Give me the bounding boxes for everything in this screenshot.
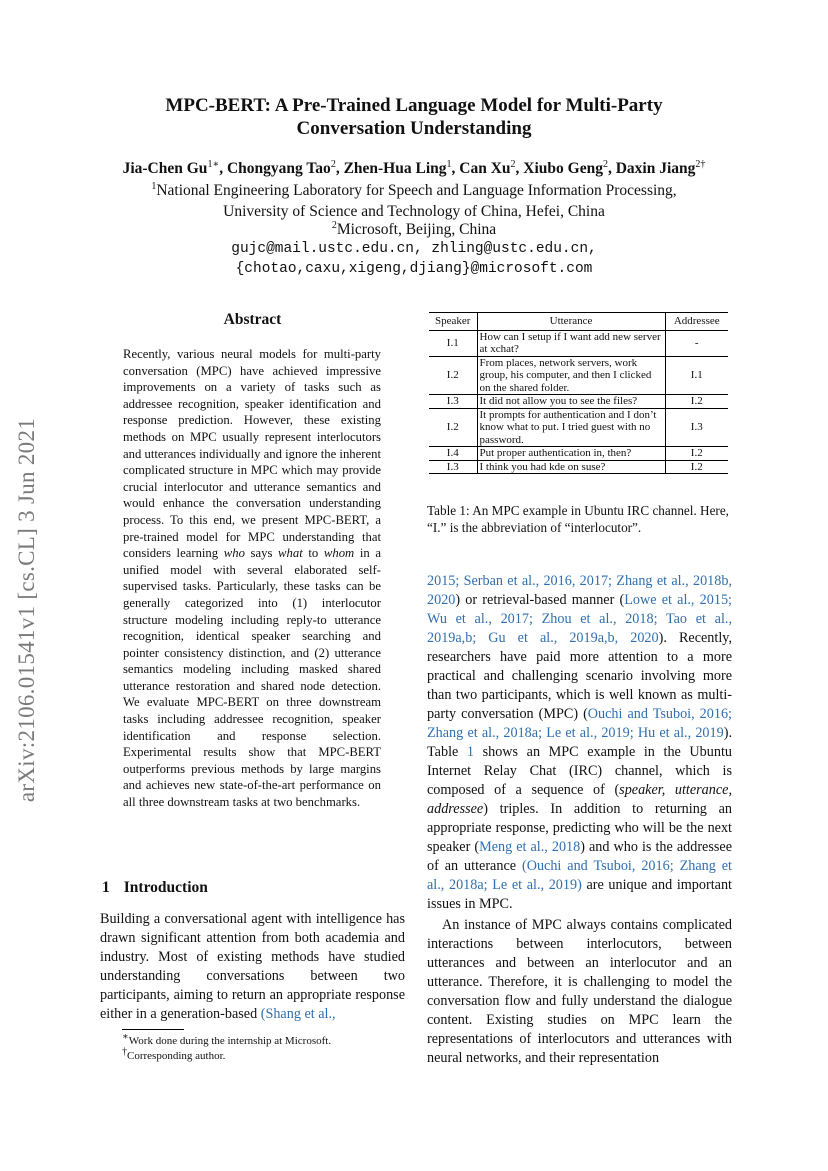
table-row bbox=[429, 356, 728, 395]
table-row bbox=[429, 408, 728, 447]
speaker-cell: I.3 bbox=[429, 395, 477, 409]
column-header: Utterance bbox=[477, 313, 665, 331]
speaker-cell: I.3 bbox=[429, 460, 477, 474]
affiliation-1-line-1: $^1$National Engineering Laboratory for Speech and Language Information Processing, bbox=[151, 180, 677, 199]
right-paragraph-1: 2015; Serban et al., 2016, 2017; Zhang et al., 2018b, 2020) or retrieval-based manner (Lowe et al., 2015; Wu et al., 2017; Zhou et al., 2018; Tao et al., 2019a,b; Gu et al., 2019a,b, 2020). Recently, researchers have paid more attention to a more practical and challenging scenario involving more than two participants, which is well known as multi-party conversation (MPC) (Ouchi and Tsuboi, 2016; Zhang et al., 2018a; Le et al., 2019; Hu et al., 2019). Table 1 shows an MPC example in the Ubuntu Internet Relay Chat (IRC) channel, which is composed of a sequence of (speaker, utterance, addressee) triples. In addition to returning an appropriate response, predicting who will be the next speaker (Meng et al., 2018) and who is the addressee of an utterance (Ouchi and Tsuboi, 2016; Zhang et al., 2018a; Le et al., 2019) are unique and important issues in MPC. bbox=[427, 573, 732, 912]
table-row bbox=[429, 460, 728, 474]
citation-link[interactable]: Lowe et al., 2015; Wu et al., 2017; Zhou et al., 2018; Tao et al., 2019a,b; Gu et al., 2019a,b, 2020 bbox=[427, 592, 732, 646]
author: Chongyang Tao$^2$, bbox=[226, 158, 344, 177]
author: Daxin Jiang$^{2\dagger}$ bbox=[615, 158, 706, 177]
table-caption: Table 1: An MPC example in Ubuntu IRC channel. Here, “I.” is the abbreviation of “interlocutor”. bbox=[427, 503, 729, 535]
column-header: Addressee bbox=[673, 315, 720, 327]
author: Zhen-Hua Ling$^1$, bbox=[343, 158, 460, 177]
footnote-rule bbox=[122, 1029, 184, 1030]
table-ref-link[interactable]: 1 bbox=[466, 744, 474, 760]
column-header: Speaker bbox=[429, 313, 477, 331]
speaker-cell: I.2 bbox=[429, 356, 477, 395]
addressee-cell: I.2 bbox=[690, 460, 703, 473]
abstract-body: Recently, various neural models for multi-party conversation (MPC) have achieved impressive improvements on a variety of tasks such as addressee recognition, speaker identification and response prediction. However, these existing methods on MPC usually represent interlocutors and utterances individually and ignore the inherent complicated structure in MPC which may provide crucial interlocutor and utterance semantics and would enhance the conversation understanding process. To this end, we present MPC-BERT, a pre-trained model for MPC understanding that considers learning who says what to whom in a unified model with several elaborated self-supervised tasks. Particularly, these tasks can be generally categorized into (1) interlocutor structure modeling including reply-to utterance recognition, identical speaker searching and pointer consistency distinction, and (2) utterance semantics modeling including masked shared utterance restoration and shared node detection. We evaluate MPC-BERT on three downstream tasks including addressee recognition, speaker identification and response selection. Experimental results show that MPC-BERT outperforms previous methods by large margins and achieves new state-of-the-art performance on all three downstream tasks at two benchmarks. bbox=[123, 347, 381, 810]
intro-paragraph: Building a conversational agent with intelligence has drawn significant attention from both academia and industry. Most of existing methods have studied understanding conversations between two participants, aiming to return an appropriate response either in a generation-based (Shang et al., bbox=[100, 911, 405, 1022]
abstract-heading: Abstract bbox=[223, 311, 282, 328]
right-paragraph-2: An instance of MPC always contains complicated interactions between interlocutors, between utterances and between an interlocutor and an utterance. Therefore, it is challenging to model the conversation flow and fully understand the dialogue content. Existing studies on MPC learn the representations of interlocutors and utterances with neural networks, and their representation bbox=[427, 917, 732, 1066]
affiliation-1-line-2: University of Science and Technology of China, Hefei, China bbox=[223, 203, 605, 220]
citation-link[interactable]: Ouchi and Tsuboi, 2016; Zhang et al., 2018a; Le et al., 2019; Hu et al., 2019 bbox=[427, 706, 732, 741]
footnote-1: ∗Work done during the internship at Microsoft. bbox=[122, 1031, 332, 1047]
author: Jia-Chen $Gu^{1∗}$, bbox=[122, 158, 227, 177]
utterance-cell: How can I setup if I want add new server at xchat? bbox=[477, 330, 665, 356]
table-header-row bbox=[429, 313, 728, 331]
utterance-cell: Put proper authentication in, then? bbox=[477, 447, 665, 461]
citation-link[interactable]: Meng et al., 2018 bbox=[479, 839, 581, 855]
title-line-2: Conversation Understanding bbox=[296, 118, 532, 139]
citation-link[interactable]: (Shang et al., bbox=[260, 1006, 336, 1022]
addressee-cell: I.2 bbox=[690, 395, 703, 407]
addressee-cell: I.1 bbox=[690, 369, 703, 381]
table-row bbox=[429, 395, 728, 409]
utterance-cell: From places, network servers, work group, his computer, and then I clicked on the shared folder. bbox=[477, 356, 665, 395]
mpc-example-table bbox=[429, 312, 728, 474]
addressee-cell: I.3 bbox=[690, 421, 703, 433]
utterance-cell: It prompts for authentication and I don’t know what to put. I tried guest with no password. bbox=[477, 408, 665, 447]
utterance-cell: I think you had kde on suse? bbox=[477, 460, 665, 474]
affiliation-2: $^2$Microsoft, Beijing, China bbox=[331, 219, 497, 238]
addressee-cell: - bbox=[694, 336, 699, 349]
footnote-2: †Corresponding author. bbox=[122, 1046, 226, 1062]
citation-link[interactable]: (Ouchi and Tsuboi, 2016; Zhang et al., 2018a; Le et al., 2019) bbox=[427, 858, 732, 893]
paper-title bbox=[0, 94, 828, 140]
author: Xiubo Geng$^2$, bbox=[523, 158, 616, 177]
speaker-cell: I.1 bbox=[429, 330, 477, 356]
citation-link[interactable]: 2015; Serban et al., 2016, 2017; Zhang et al., 2018b, 2020 bbox=[427, 573, 732, 608]
section-heading: 1 Introduction bbox=[102, 879, 208, 896]
utterance-cell: It did not allow you to see the files? bbox=[477, 395, 665, 409]
addressee-cell: I.2 bbox=[690, 447, 703, 459]
title-line-1: MPC-BERT: A Pre-Trained Language Model for Multi-Party bbox=[165, 95, 663, 116]
arxiv-stamp: arXiv:2106.01541v1 [cs.CL] 3 Jun 2021 bbox=[14, 417, 39, 803]
table-row bbox=[429, 330, 728, 356]
email-line-1: gujc@mail.ustc.edu.cn, zhling@ustc.edu.cn, bbox=[231, 241, 597, 257]
speaker-cell: I.4 bbox=[429, 447, 477, 461]
speaker-cell: I.2 bbox=[429, 408, 477, 447]
author: Can Xu$^2$, bbox=[459, 158, 524, 177]
table-row bbox=[429, 447, 728, 461]
author-list bbox=[0, 160, 828, 178]
email-line-2: {chotao,caxu,xigeng,djiang}@microsoft.com bbox=[235, 261, 593, 277]
